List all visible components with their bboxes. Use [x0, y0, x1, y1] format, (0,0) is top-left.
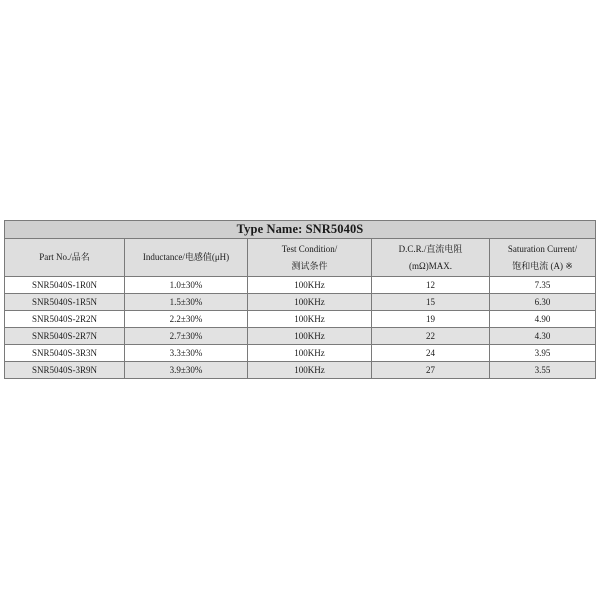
- cell-inductance: 2.2±30%: [125, 311, 248, 328]
- cell-saturation-current: 4.90: [490, 311, 596, 328]
- cell-saturation-current: 3.95: [490, 345, 596, 362]
- table-title-row: [5, 221, 596, 239]
- header-dcr-line-1: D.C.R./直流电阻: [398, 243, 463, 254]
- cell-dcr: 15: [372, 294, 490, 311]
- header-part-no-line-1: Part No./品名: [39, 252, 90, 262]
- header-inductance: [125, 239, 248, 277]
- cell-inductance: 1.5±30%: [125, 294, 248, 311]
- table-header-row: [5, 239, 596, 277]
- table-title: Type Name: SNR5040S: [5, 221, 596, 239]
- cell-test-condition: 100KHz: [248, 328, 372, 345]
- cell-test-condition: 100KHz: [248, 345, 372, 362]
- header-test-condition-line-2: 测试条件: [291, 260, 328, 271]
- cell-test-condition: 100KHz: [248, 362, 372, 379]
- cell-saturation-current: 6.30: [490, 294, 596, 311]
- header-saturation-current-line-1: Saturation Current/: [507, 243, 578, 254]
- table-row: [5, 277, 596, 294]
- cell-dcr: 12: [372, 277, 490, 294]
- cell-inductance: 1.0±30%: [125, 277, 248, 294]
- cell-saturation-current: 7.35: [490, 277, 596, 294]
- header-test-condition-line-1: Test Condition/: [281, 243, 338, 254]
- cell-saturation-current: 4.30: [490, 328, 596, 345]
- cell-test-condition: 100KHz: [248, 294, 372, 311]
- table-row: [5, 311, 596, 328]
- header-test-condition: [248, 239, 372, 277]
- cell-part-no: SNR5040S-1R0N: [5, 277, 125, 294]
- table-row: [5, 362, 596, 379]
- cell-dcr: 22: [372, 328, 490, 345]
- table-row: [5, 345, 596, 362]
- header-dcr: [372, 239, 490, 277]
- cell-dcr: 27: [372, 362, 490, 379]
- cell-part-no: SNR5040S-2R7N: [5, 328, 125, 345]
- header-saturation-current-line-2: 饱和电流 (A) ※: [512, 260, 573, 271]
- spec-table: [4, 220, 596, 379]
- cell-dcr: 24: [372, 345, 490, 362]
- header-saturation-current: [490, 239, 596, 277]
- table-row: [5, 328, 596, 345]
- cell-dcr: 19: [372, 311, 490, 328]
- cell-part-no: SNR5040S-1R5N: [5, 294, 125, 311]
- cell-part-no: SNR5040S-3R9N: [5, 362, 125, 379]
- cell-test-condition: 100KHz: [248, 311, 372, 328]
- cell-inductance: 3.3±30%: [125, 345, 248, 362]
- table-row: [5, 294, 596, 311]
- cell-test-condition: 100KHz: [248, 277, 372, 294]
- header-dcr-line-2: (mΩ)MAX.: [409, 260, 452, 271]
- header-part-no: [5, 239, 125, 277]
- cell-inductance: 2.7±30%: [125, 328, 248, 345]
- header-inductance-line-1: Inductance/电感值(μH): [142, 252, 230, 262]
- cell-part-no: SNR5040S-2R2N: [5, 311, 125, 328]
- cell-part-no: SNR5040S-3R3N: [5, 345, 125, 362]
- cell-inductance: 3.9±30%: [125, 362, 248, 379]
- cell-saturation-current: 3.55: [490, 362, 596, 379]
